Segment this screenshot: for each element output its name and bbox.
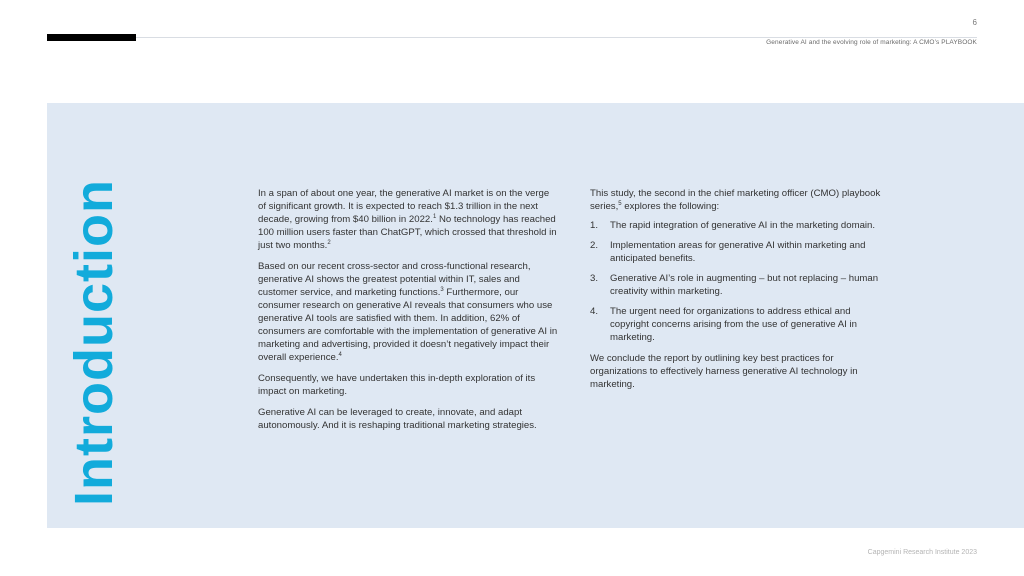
document-title: Generative AI and the evolving role of marketing: A CMO’s PLAYBOOK [766,39,977,46]
list-item: 3. Generative AI’s role in augmenting – but not replacing – human creativity within marketing. [590,273,879,297]
header-divider [136,37,977,38]
paragraph-conclusion: We conclude the report by outlining key best practices for organizations to effectively harness generative AI technology in marketing. [590,353,858,390]
right-column [590,187,888,399]
paragraph-leverage: Generative AI can be leveraged to create, innovate, and adapt autonomously. And it is reshaping traditional marketing strategies. [258,407,537,431]
section-title: Introduction [64,179,124,506]
page-number: 6 [972,18,977,27]
header-accent-bar [47,34,136,41]
list-item: 2. Implementation areas for generative AI within marketing and anticipated benefits. [590,240,866,264]
left-column [258,187,558,440]
footnote-ref: 5 [618,200,622,207]
topics-list [590,219,888,344]
list-item: 4. The urgent need for organizations to address ethical and copyright concerns arising from the use of generative AI in marketing. [590,306,857,343]
list-item: 1. The rapid integration of generative AI in the marketing domain. [590,220,876,231]
footnote-ref: 1 [432,213,437,220]
footnote-ref: 4 [338,351,342,358]
footnote-ref: 3 [440,286,444,293]
paragraph-market-growth: In a span of about one year, the generative AI market is on the verge of significant growth. It is expected to reach $1.3 trillion in the next decade, growing from $40 billion in 2022.$^1$ No technology has reached 100 million users faster than ChatGPT, which crossed that threshold in just two months.$^2$ [258,188,557,251]
footnote-ref: 2 [327,239,331,246]
paragraph-research: Based on our recent cross-sector and cross-functional research, generative AI shows the greatest potential within IT, sales and customer service, and marketing functions.$^3$ Furthermore, our consumer research on generative AI reveals that consumers who use generative AI tools are satisfied with them. In addition, 62% of consumers are comfortable with the implementation of generative AI in marketing and advertising, provided it doesn’t negatively impact their overall experience.$^4$ [258,261,558,363]
footer-credit: Capgemini Research Institute 2023 [867,549,977,556]
paragraph-consequently: Consequently, we have undertaken this in-depth exploration of its impact on marketing. [258,373,536,397]
paragraph-study-intro: This study, the second in the chief marketing officer (CMO) playbook series,$^5$ explores the following: [590,188,881,212]
